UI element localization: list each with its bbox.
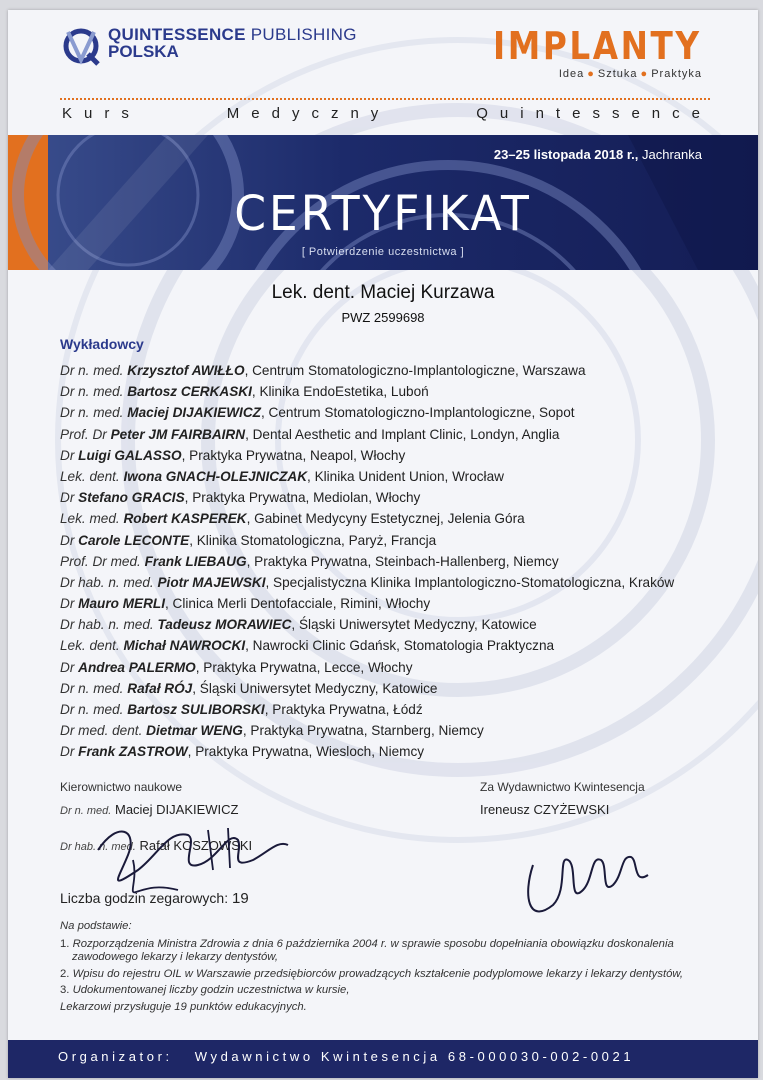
kurs-word: Quintessence: [476, 105, 712, 122]
list-item: [60, 508, 674, 529]
lecturer-title: Lek. dent.: [60, 638, 120, 654]
basis-number: 3.: [60, 984, 70, 996]
course-name: [62, 105, 712, 122]
basis-text: Udokumentowanej liczby godzin uczestnictwa w kursie,: [72, 984, 350, 996]
lecturer-affiliation: , Praktyka Prywatna, Starnberg, Niemcy: [242, 723, 484, 739]
lecturer-name: Frank LIEBAUG: [144, 553, 247, 569]
lecturer-name: Peter JM FAIRBAIRN: [110, 426, 246, 442]
lecturer-title: Dr: [60, 447, 75, 463]
lecturer-title: Dr n. med.: [60, 405, 124, 421]
lecturer-title: Dr: [60, 659, 75, 675]
publisher-rest: PUBLISHING: [250, 25, 357, 44]
list-item: [60, 741, 674, 762]
publisher-logo: [60, 26, 357, 66]
list-item: [60, 938, 683, 965]
lecturer-title: Dr: [60, 490, 75, 506]
list-item: [60, 445, 674, 466]
brand-subtitle: [459, 68, 702, 80]
list-item: [60, 402, 674, 423]
lecturer-affiliation: , Centrum Stomatologiczno-Implantologiczne, Sopot: [260, 405, 575, 421]
recipient-pwz: PWZ 2599698: [341, 310, 425, 325]
lecturer-name: Stefano GRACIS: [78, 490, 185, 506]
lecturer-name: Carole LECONTE: [78, 532, 190, 548]
lecturer-name: Dietmar WENG: [146, 723, 243, 739]
list-item: [60, 968, 683, 982]
legal-basis-points: Lekarzowi przysługuje 19 punktów edukacyjnych.: [60, 1000, 307, 1013]
lecturer-name: Frank ZASTROW: [78, 744, 188, 760]
lecturer-name: Robert KASPEREK: [123, 511, 247, 527]
legal-basis-list: [60, 938, 683, 998]
lecturer-affiliation: , Śląski Uniwersytet Medyczny, Katowice: [192, 680, 438, 696]
lecturer-title: Prof. Dr: [60, 426, 107, 442]
list-item: [60, 551, 674, 572]
signatory-2-title: Dr hab. n. med.: [60, 841, 136, 853]
signatory-2-name: Rafał KOSZOWSKI: [139, 838, 253, 853]
certificate-title: CERTYFIKAT: [234, 186, 532, 242]
legal-basis-heading: Na podstawie:: [60, 920, 132, 932]
lecturer-affiliation: , Klinika Unident Union, Wrocław: [307, 468, 504, 484]
kurs-word: Medyczny: [226, 105, 391, 122]
handwritten-signature-left: [78, 810, 298, 900]
list-item: [60, 635, 674, 656]
list-item: [60, 424, 674, 445]
lecturer-affiliation: , Praktyka Prywatna, Neapol, Włochy: [181, 447, 406, 463]
lecturer-title: Dr: [60, 532, 75, 548]
lecturer-title: Dr hab. n. med.: [60, 574, 154, 590]
list-item: [60, 593, 674, 614]
footer-label: Organizator:: [58, 1049, 173, 1064]
dot-icon: ●: [587, 68, 595, 80]
lecturer-name: Andrea PALERMO: [78, 659, 196, 675]
lecturer-name: Bartosz SULIBORSKI: [127, 702, 265, 717]
event-date-range: 23–25 listopada 2018 r.,: [493, 147, 639, 162]
lecturer-name: Iwona GNACH-OLEJNICZAK: [123, 468, 308, 484]
implanty-brand: [459, 24, 702, 80]
basis-number: 1.: [60, 937, 70, 950]
quintessence-logo-icon: [60, 26, 102, 66]
list-item: [60, 466, 674, 487]
lecturer-title: Lek. dent.: [60, 468, 120, 484]
signatory-1-name: Maciej DIJAKIEWICZ: [114, 802, 239, 817]
lecturer-name: Piotr MAJEWSKI: [157, 574, 266, 590]
lecturer-affiliation: , Praktyka Prywatna, Wiesloch, Niemcy: [187, 744, 425, 760]
lecturer-title: Dr n. med.: [60, 384, 124, 400]
list-item: [60, 487, 674, 508]
signatory-1-title: Dr n. med.: [60, 805, 112, 817]
lecturers-list: [60, 360, 674, 763]
brand-sub-praktyka: Praktyka: [651, 68, 702, 80]
hours-value: 19: [232, 890, 249, 907]
scientific-direction-label: Kierownictwo naukowe: [60, 780, 183, 794]
lecturer-affiliation: , Praktyka Prywatna, Mediolan, Włochy: [184, 490, 421, 506]
lecturer-title: Lek. med.: [60, 511, 120, 527]
certificate-subtitle: [ Potwierdzenie uczestnictwa ]: [301, 246, 465, 258]
lecturer-title: Dr n. med.: [60, 363, 124, 378]
lecturer-affiliation: , Dental Aesthetic and Implant Clinic, Londyn, Anglia: [245, 426, 560, 442]
publisher-sign-label: Za Wydawnictwo Kwintesencja: [480, 780, 645, 794]
brand-title: IMPLANTY: [493, 24, 702, 68]
lecturer-title: Dr med. dent.: [60, 723, 143, 739]
list-item: [60, 678, 674, 699]
lecturer-affiliation: , Gabinet Medycyny Estetycznej, Jelenia Góra: [246, 511, 525, 527]
footer-organizer-text: Wydawnictwo Kwintesencja 68-000030-002-0021: [194, 1049, 635, 1064]
list-item: [60, 984, 683, 998]
footer-organizer: [58, 1049, 634, 1064]
lecturer-name: Tadeusz MORAWIEC: [157, 617, 292, 633]
lecturer-title: Dr hab. n. med.: [60, 617, 154, 633]
basis-text: Rozporządzenia Ministra Zdrowia z dnia 6 października 2004 r. w sprawie sposobu dopełniania obowiązku doskonalenia: [72, 937, 674, 950]
list-item: [60, 572, 674, 593]
lecturer-title: Dr: [60, 744, 75, 760]
lecturer-affiliation: , Nawrocki Clinic Gdańsk, Stomatologia Praktyczna: [245, 638, 555, 654]
list-item: [60, 699, 674, 720]
lecturer-title: Dr n. med.: [60, 680, 124, 696]
publisher-bold: QUINTESSENCE: [108, 25, 246, 44]
lecturer-affiliation: , Specjalistyczna Klinika Implantologiczno-Stomatologiczna, Kraków: [265, 574, 675, 590]
basis-text: Wpisu do rejestru OIL w Warszawie przedsiębiorców prowadzących kształcenie podyplomowe lekarzy i lekarzy dentystów,: [72, 967, 684, 980]
publisher-signatory-name: Ireneusz CZYŻEWSKI: [480, 802, 610, 817]
lecturer-name: Krzysztof AWIŁŁO: [127, 363, 245, 378]
dot-icon: ●: [640, 68, 649, 80]
certificate-page: [8, 10, 758, 1078]
lecturer-name: Maciej DIJAKIEWICZ: [127, 405, 261, 421]
lecturer-affiliation: , Klinika Stomatologiczna, Paryż, Francja: [189, 532, 437, 548]
lecturer-affiliation: , Śląski Uniwersytet Medyczny, Katowice: [291, 617, 537, 633]
hours-count: [60, 890, 249, 907]
lecturer-name: Rafał RÓJ: [127, 680, 193, 696]
basis-number: 2.: [60, 967, 70, 980]
brand-sub-idea: Idea: [558, 68, 585, 80]
lecturer-affiliation: , Centrum Stomatologiczno-Implantologiczne, Warszawa: [244, 363, 586, 378]
lecturer-affiliation: , Praktyka Prywatna, Steinbach-Hallenberg, Niemcy: [246, 553, 559, 569]
lecturer-name: Mauro MERLI: [78, 596, 165, 612]
lecturer-name: Michał NAWROCKI: [123, 638, 246, 654]
basis-text-continued: zawodowego lekarzy i lekarzy dentystów,: [72, 951, 278, 963]
event-place: Jachranka: [642, 147, 702, 162]
list-item: [60, 657, 674, 678]
hours-label: Liczba godzin zegarowych:: [60, 890, 229, 906]
lecturer-affiliation: , Praktyka Prywatna, Łódź: [264, 702, 423, 717]
list-item: [60, 614, 674, 635]
brand-sub-sztuka: Sztuka: [597, 68, 638, 80]
lecturer-affiliation: , Clinica Merli Dentofacciale, Rimini, Włochy: [165, 596, 431, 612]
lecturer-title: Dr n. med.: [60, 702, 124, 717]
lecturer-title: Prof. Dr med.: [60, 553, 141, 569]
legal-basis: [60, 920, 683, 1014]
list-item: [60, 720, 674, 741]
lecturer-name: Bartosz CERKASKI: [127, 384, 252, 400]
lecturer-title: Dr: [60, 596, 75, 612]
lecturer-name: Luigi GALASSO: [78, 447, 182, 463]
recipient-name: Lek. dent. Maciej Kurzawa: [271, 282, 495, 303]
kurs-word: Kurs: [62, 105, 141, 122]
list-item: [60, 381, 674, 402]
publisher-name: [108, 26, 357, 60]
event-date: [494, 147, 702, 162]
dotted-divider: [60, 98, 710, 100]
list-item: [60, 360, 674, 381]
list-item: [60, 530, 674, 551]
lecturers-heading: Wykładowcy: [60, 336, 144, 352]
lecturer-affiliation: , Praktyka Prywatna, Lecce, Włochy: [195, 659, 413, 675]
lecturer-affiliation: , Klinika EndoEstetika, Luboń: [251, 384, 429, 400]
publisher-country: POLSKA: [108, 42, 179, 61]
